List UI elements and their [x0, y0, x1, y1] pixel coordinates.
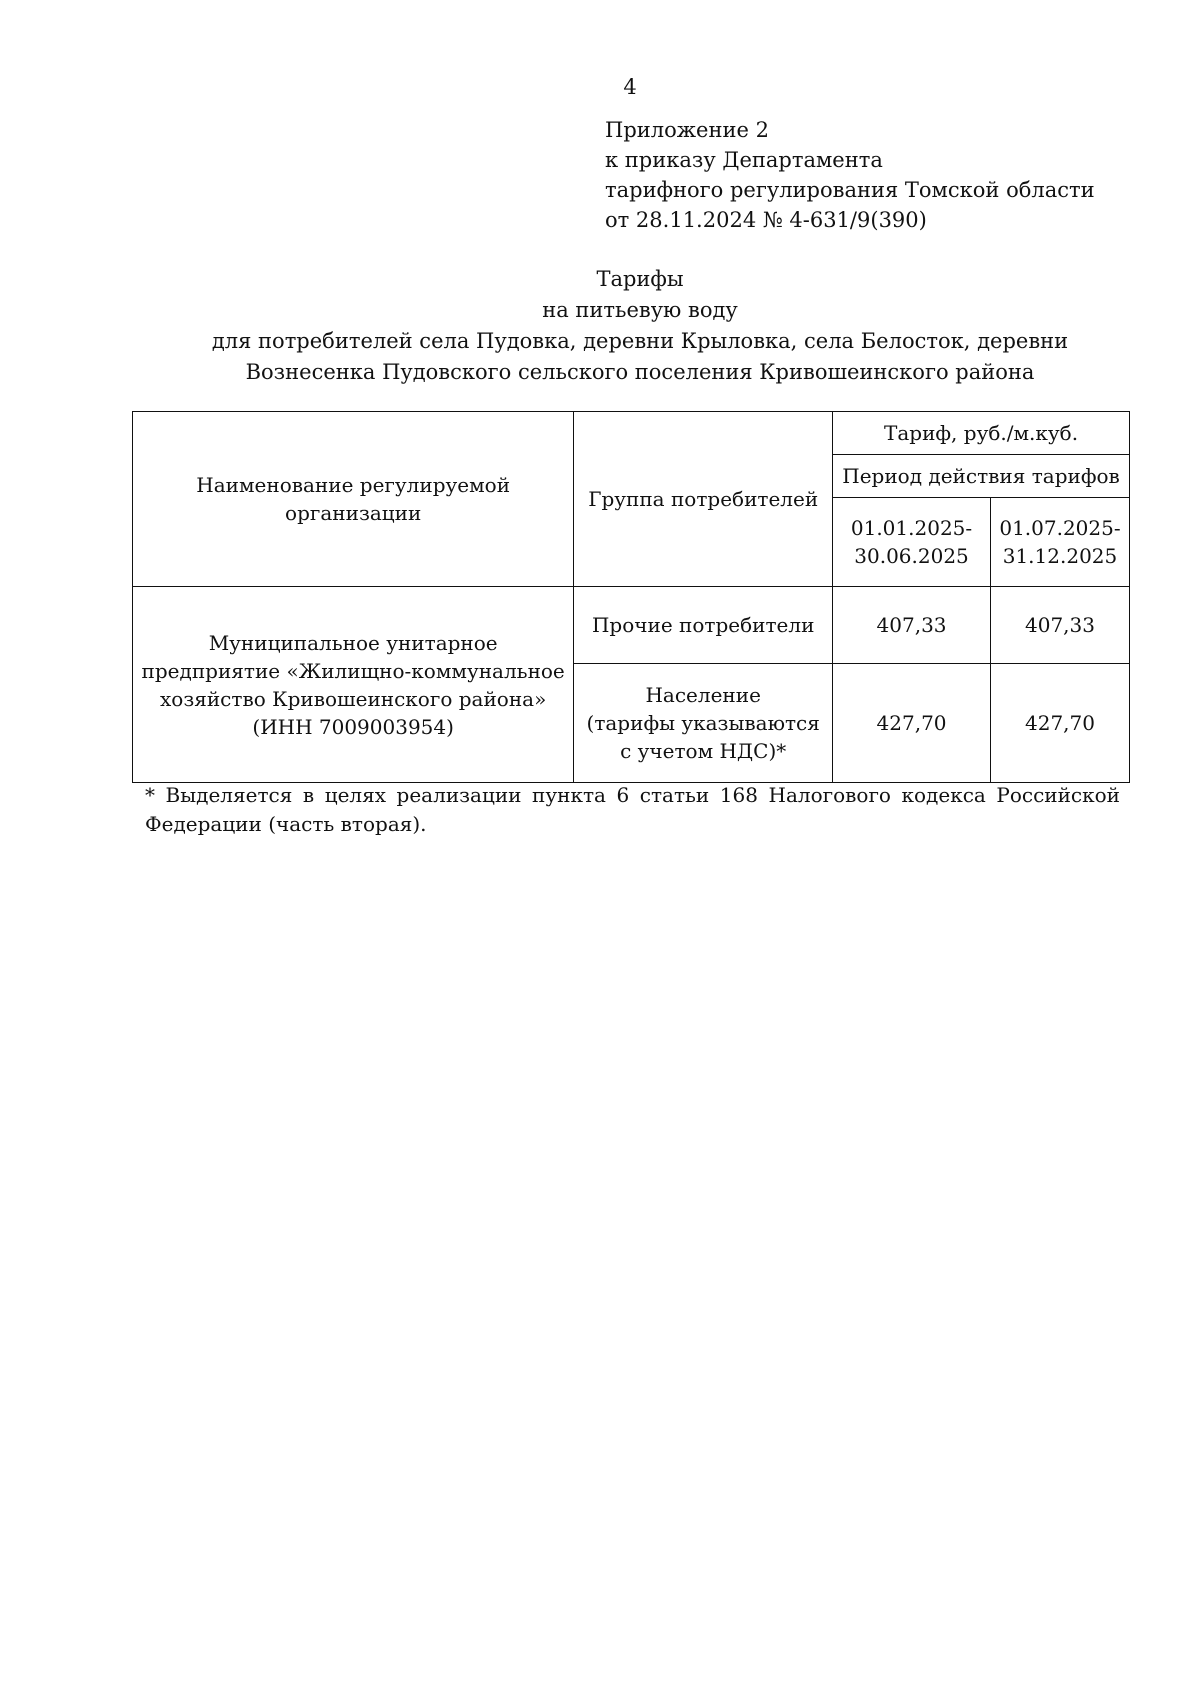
table-row: [133, 587, 1130, 664]
header-period-1: 01.01.2025- 30.06.2025: [833, 498, 991, 587]
appendix-line: Приложение 2: [605, 118, 769, 142]
header-tariff: Тариф, руб./м.куб.: [833, 412, 1130, 455]
tariff-value-cell: 407,33: [833, 587, 991, 664]
header-period-2: 01.07.2025- 31.12.2025: [990, 498, 1129, 587]
title-line: для потребителей села Пудовка, деревни Крыловка, села Белосток, деревни: [211, 329, 1069, 353]
page-number: 4: [623, 75, 637, 99]
consumer-group-cell: Население (тарифы указываются с учетом НДС)*: [574, 664, 833, 783]
appendix-line: тарифного регулирования Томской области: [605, 178, 1095, 202]
appendix-line: от 28.11.2024 № 4-631/9(390): [605, 208, 927, 232]
header-organization: Наименование регулируемой организации: [133, 412, 574, 587]
table-header-row: [133, 412, 1130, 455]
organization-name-cell: Муниципальное унитарное предприятие «Жилищно-коммунальное хозяйство Кривошеинского района» (ИНН 7009003954): [133, 587, 574, 783]
header-period: Период действия тарифов: [833, 455, 1130, 498]
document-title: [160, 264, 1120, 388]
appendix-header: [605, 115, 1125, 235]
tariff-value-cell: 407,33: [990, 587, 1129, 664]
title-line: на питьевую воду: [542, 298, 738, 322]
consumer-group-cell: Прочие потребители: [574, 587, 833, 664]
title-line: Вознесенка Пудовского сельского поселения Кривошеинского района: [245, 360, 1035, 384]
title-line: Тарифы: [596, 267, 684, 291]
footnote: * Выделяется в целях реализации пункта 6 статьи 168 Налогового кодекса Российской Федерации (часть вторая).: [145, 783, 1120, 836]
tariff-table: [132, 411, 1130, 783]
tariff-value-cell: 427,70: [990, 664, 1129, 783]
header-consumer-group: Группа потребителей: [574, 412, 833, 587]
tariff-value-cell: 427,70: [833, 664, 991, 783]
appendix-line: к приказу Департамента: [605, 148, 883, 172]
